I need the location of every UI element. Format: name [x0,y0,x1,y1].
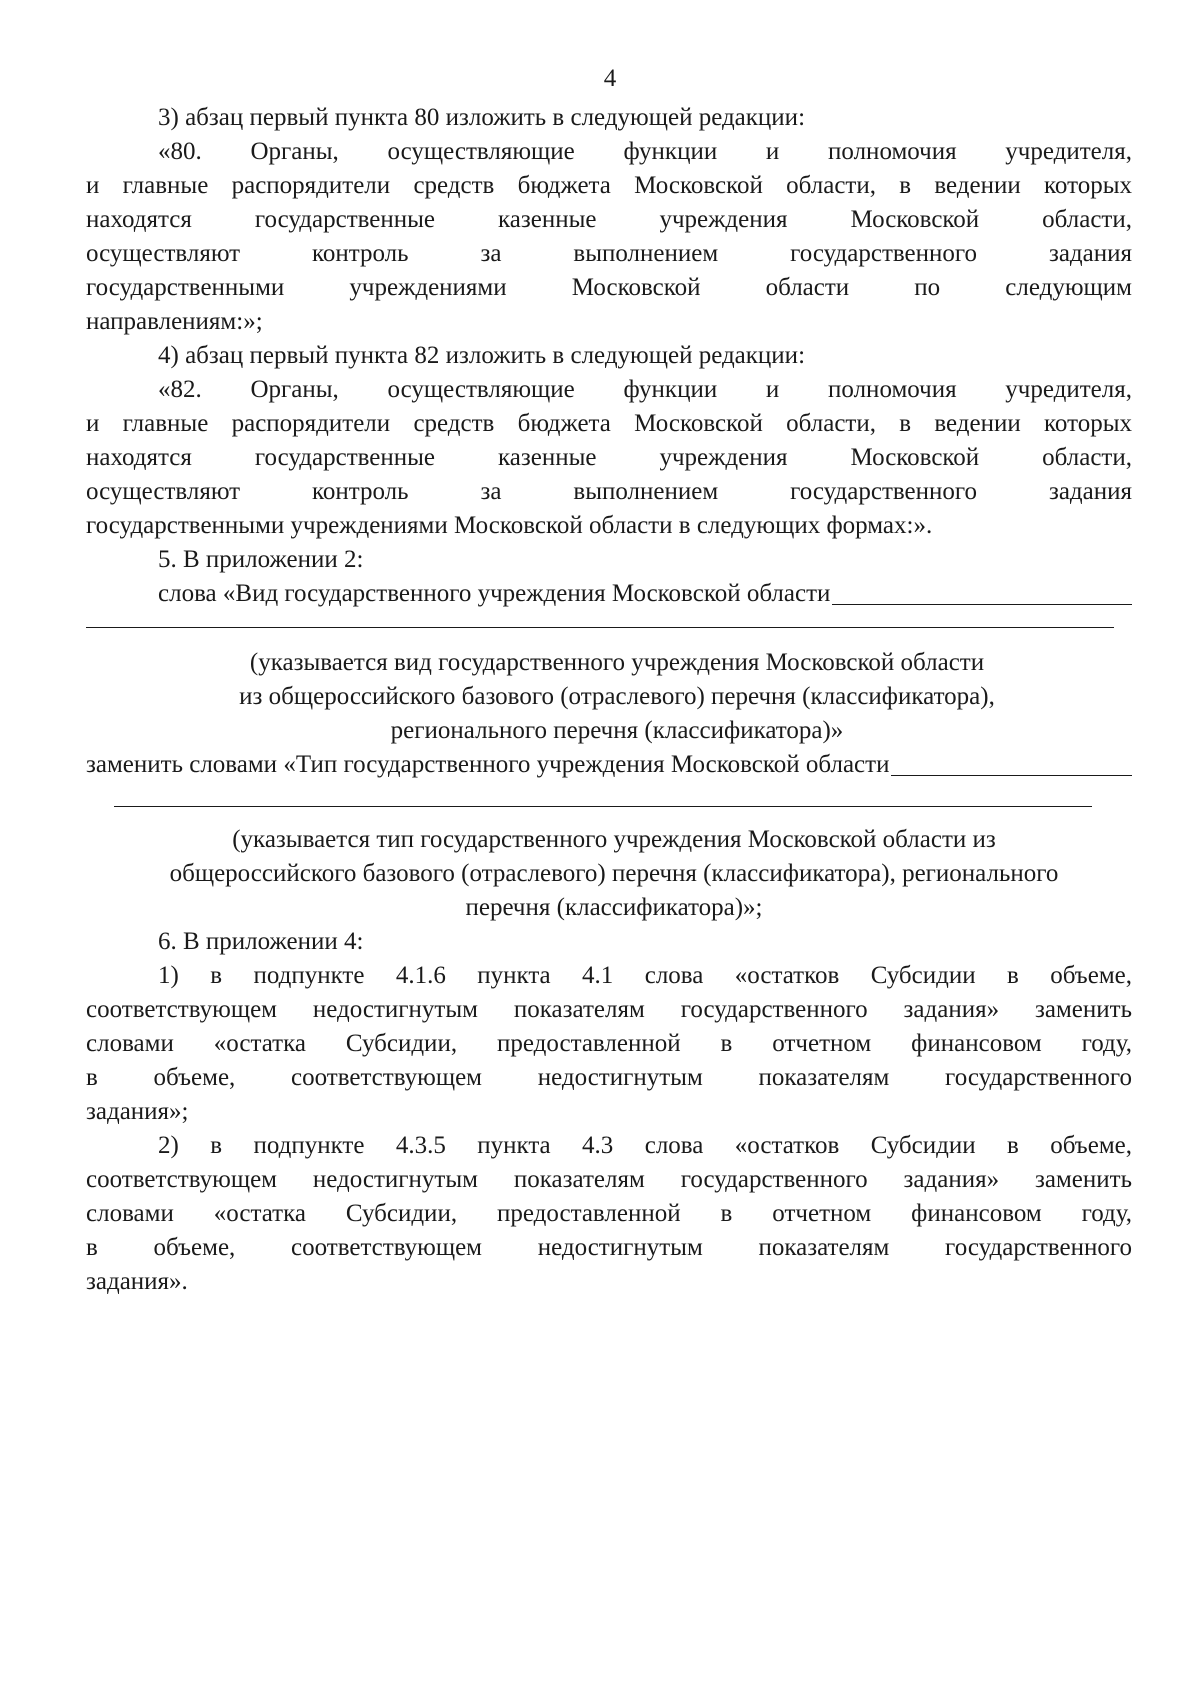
item-3-heading: 3) абзац первый пункта 80 изложить в следующей редакции: [158,104,806,131]
section-6-item-1 [86,959,1132,1129]
item-4-quote [86,373,1132,543]
text-line: 1) в подпункте 4.1.6 пункта 4.1 слова «остатков Субсидии в объеме, [158,962,1132,989]
section-5-words-line [86,577,1132,611]
text-line: «82. Органы, осуществляющие функции и полномочия учредителя, [158,376,1132,403]
text-line: соответствующем недостигнутым показателям государственного задания» заменить [86,996,1132,1023]
blank-rule [114,806,1092,807]
section-5-note-2 [86,823,1132,925]
note-line: общероссийского базового (отраслевого) перечня (классификатора), регионального [169,860,1059,887]
section-5-replace-line [86,748,1132,782]
section-5-words: слова «Вид государственного учреждения Московской области [158,580,831,607]
text-line: 2) в подпункте 4.3.5 пункта 4.3 слова «остатков Субсидии в объеме, [158,1132,1132,1159]
item-3-quote [86,135,1132,339]
text-line: в объеме, соответствующем недостигнутым показателям государственного [86,1234,1132,1261]
item-4-heading: 4) абзац первый пункта 82 изложить в следующей редакции: [158,342,806,369]
section-5-replace: заменить словами «Тип государственного учреждения Московской области [86,751,890,778]
text-line: задания». [86,1268,188,1295]
text-line: словами «остатка Субсидии, предоставленной в отчетном финансовом году, [86,1030,1132,1057]
text-line: государственными учреждениями Московской области в следующих формах:». [86,512,933,539]
text-line: в объеме, соответствующем недостигнутым показателям государственного [86,1064,1132,1091]
text-line: соответствующем недостигнутым показателям государственного задания» заменить [86,1166,1132,1193]
text-line: государственными учреждениями Московской области по следующим [86,274,1132,301]
document-body [86,101,1132,1299]
text-line: и главные распорядители средств бюджета Московской области, в ведении которых [86,172,1132,199]
note-line: перечня (классификатора)»; [465,894,763,921]
page-number: 4 [603,65,617,92]
section-5-note [86,646,1132,748]
note-line: (указывается вид государственного учреждения Московской области [249,649,985,676]
text-line: направлениям:»; [86,308,263,335]
blank-line [891,775,1132,776]
blank-rule [86,627,1114,628]
note-line: регионального перечня (классификатора)» [390,717,844,744]
text-line: словами «остатка Субсидии, предоставленной в отчетном финансовом году, [86,1200,1132,1227]
text-line: находятся государственные казенные учреждения Московской области, [86,206,1132,233]
blank-line [832,604,1132,605]
note-line: (указывается тип государственного учреждения Московской области из [232,826,996,853]
section-5-heading: 5. В приложении 2: [158,546,364,573]
text-line: осуществляют контроль за выполнением государственного задания [86,240,1132,267]
text-line: задания»; [86,1098,189,1125]
section-6-item-2 [86,1129,1132,1299]
text-line: находятся государственные казенные учреждения Московской области, [86,444,1132,471]
text-line: и главные распорядители средств бюджета Московской области, в ведении которых [86,410,1132,437]
note-line: из общероссийского базового (отраслевого) перечня (классификатора), [239,683,995,710]
section-6-heading: 6. В приложении 4: [158,928,364,955]
text-line: осуществляют контроль за выполнением государственного задания [86,478,1132,505]
text-line: «80. Органы, осуществляющие функции и полномочия учредителя, [158,138,1132,165]
